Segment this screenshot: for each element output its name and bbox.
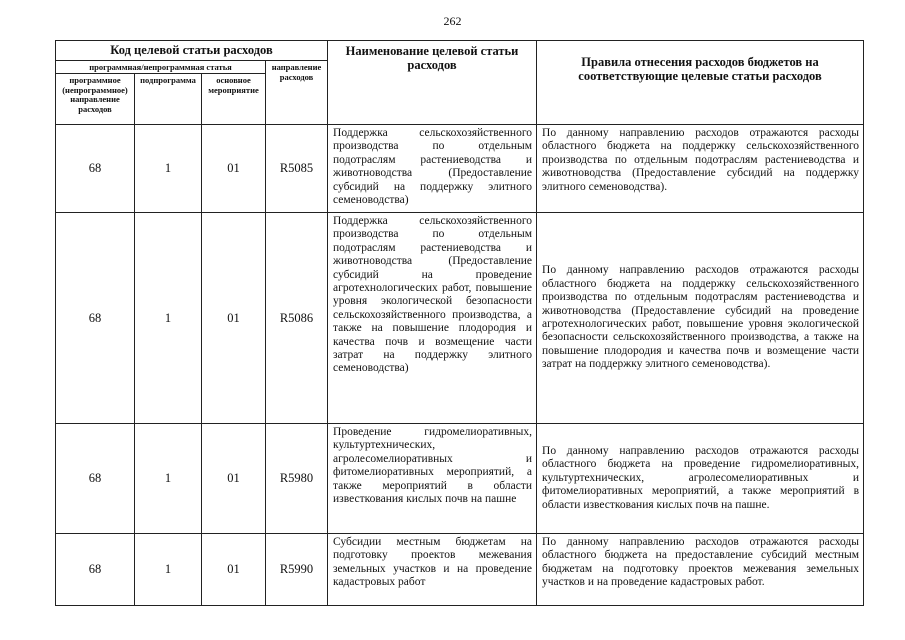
name-cell: Поддержка сельскохозяйственного производства по отдельным подотраслям растениеводства и животноводства (Предоставление субсидий на поддержку элитного семеноводства) [328, 125, 537, 213]
name-column-header: Наименование целевой статьи расходов [328, 41, 537, 125]
table-row [56, 213, 864, 424]
direction-cell: R5085 [266, 125, 328, 213]
table-row [56, 125, 864, 213]
program-group-header: программная/непрограммная статья [56, 61, 266, 74]
main-event-column-header: основное мероприятие [202, 74, 266, 125]
event-cell: 01 [202, 125, 266, 213]
rules-column-header: Правила отнесения расходов бюджетов на соответствующие целевые статьи расходов [537, 41, 864, 125]
name-cell: Субсидии местным бюджетам на подготовку проектов межевания земельных участков и на проведение кадастровых работ [328, 534, 537, 606]
rule-cell: По данному направлению расходов отражаются расходы областного бюджета на поддержку сельскохозяйственного производства по отдельным подотраслям растениеводства и животноводства (Предоставление субсидий на поддержку элитного семеноводства). [537, 125, 864, 213]
rule-cell: По данному направлению расходов отражаются расходы областного бюджета на предоставление субсидий местным бюджетам на подготовку проектов межевания земельных участков и на проведение кадастровых работ. [537, 534, 864, 606]
name-cell: Проведение гидромелиоративных, культуртехнических, агролесомелиоративных и фитомелиоративных мероприятий, а также мероприятий в области известкования кислых почв на пашне [328, 424, 537, 534]
target-expense-table [55, 40, 864, 606]
name-cell: Поддержка сельскохозяйственного производства по отдельным подотраслям растениеводства и животноводства (Предоставление субсидий на проведение агротехнологических работ, повышение уровня экологической безопасности сельскохозяйственного производства, а также на повышение плодородия и качества почв и возмещение части затрат на поддержку элитного семеноводства) [328, 213, 537, 424]
program-cell: 68 [56, 213, 135, 424]
direction-column-header: направление расходов [266, 61, 328, 125]
program-cell: 68 [56, 534, 135, 606]
rule-cell: По данному направлению расходов отражаются расходы областного бюджета на проведение гидромелиоративных, культуртехнических, агролесомелиоративных и фитомелиоративных мероприятий, а также мероприятий в области известкования кислых почв на пашне. [537, 424, 864, 534]
direction-cell: R5086 [266, 213, 328, 424]
rule-cell: По данному направлению расходов отражаются расходы областного бюджета на поддержку сельскохозяйственного производства по отдельным подотраслям растениеводства и животноводства (Предоставление субсидий на проведение агротехнологических работ, повышение уровня экологической безопасности сельскохозяйственного производства, а также на повышение плодородия и качества почв и возмещение части затрат на поддержку элитного семеноводства). [537, 213, 864, 424]
subprogram-column-header: подпрограмма [135, 74, 202, 125]
event-cell: 01 [202, 534, 266, 606]
event-cell: 01 [202, 213, 266, 424]
direction-cell: R5990 [266, 534, 328, 606]
program-cell: 68 [56, 424, 135, 534]
table-row [56, 424, 864, 534]
program-cell: 68 [56, 125, 135, 213]
subprogram-cell: 1 [135, 125, 202, 213]
table-row [56, 534, 864, 606]
page-number: 262 [443, 14, 462, 28]
subprogram-cell: 1 [135, 424, 202, 534]
program-column-header: программное (непрограммное) направление расходов [56, 74, 135, 125]
subprogram-cell: 1 [135, 213, 202, 424]
event-cell: 01 [202, 424, 266, 534]
code-group-header: Код целевой статьи расходов [56, 41, 328, 61]
subprogram-cell: 1 [135, 534, 202, 606]
direction-cell: R5980 [266, 424, 328, 534]
